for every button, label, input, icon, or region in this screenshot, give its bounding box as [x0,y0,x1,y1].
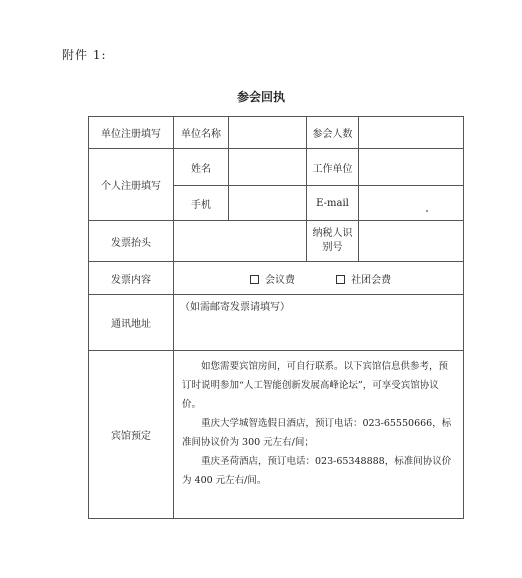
attendee-count-field[interactable] [359,117,464,149]
taxpayer-id-field[interactable] [359,221,464,262]
form-title: 参会回执 [236,90,285,104]
phone-label: 手机 [174,186,229,221]
invoice-header-field[interactable] [174,221,307,262]
phone-field[interactable] [229,186,307,221]
email-field[interactable] [359,186,464,221]
hotel-info-paragraph: 重庆大学城智选假日酒店，预订电话：023-65550666，标准间协议价为 300 元左右/间； [182,418,452,448]
hotel-booking-label: 宾馆预定 [89,351,174,519]
hotel-info [174,351,464,519]
registration-form-table [88,116,464,519]
name-label: 姓名 [174,149,229,186]
work-unit-field[interactable] [359,149,464,186]
attendee-count-label: 参会人数 [307,117,359,149]
name-field[interactable] [229,149,307,186]
invoice-content-label: 发票内容 [89,262,174,295]
conference-fee-checkbox[interactable] [250,275,259,284]
conference-fee-label: 会议费 [265,274,295,286]
mailing-address-field[interactable] [174,295,464,351]
hotel-info-paragraph: 如您需要宾馆房间，可自行联系。以下宾馆信息供参考，预订时说明参加“人工智能创新发展高峰论坛”，可享受宾馆协议价。 [182,361,449,410]
hotel-info-paragraph: 重庆圣荷酒店，预订电话：023-65348888，标准间协议价为 400 元左右/间。 [182,456,452,486]
mailing-address-note: （如需邮寄发票请填写） [180,302,290,313]
invoice-content-options [174,262,464,295]
scan-speck [426,210,428,212]
personal-registration-label: 个人注册填写 [89,149,174,221]
taxpayer-id-label: 纳税人识别号 [307,221,359,262]
unit-name-label: 单位名称 [174,117,229,149]
unit-registration-label: 单位注册填写 [89,117,174,149]
mailing-address-label: 通讯地址 [89,295,174,351]
association-fee-label: 社团会费 [351,274,392,286]
association-fee-checkbox[interactable] [336,275,345,284]
invoice-header-label: 发票抬头 [89,221,174,262]
email-label: E-mail [307,186,359,221]
attachment-label: 附件 1: [62,48,107,62]
unit-name-field[interactable] [229,117,307,149]
work-unit-label: 工作单位 [307,149,359,186]
